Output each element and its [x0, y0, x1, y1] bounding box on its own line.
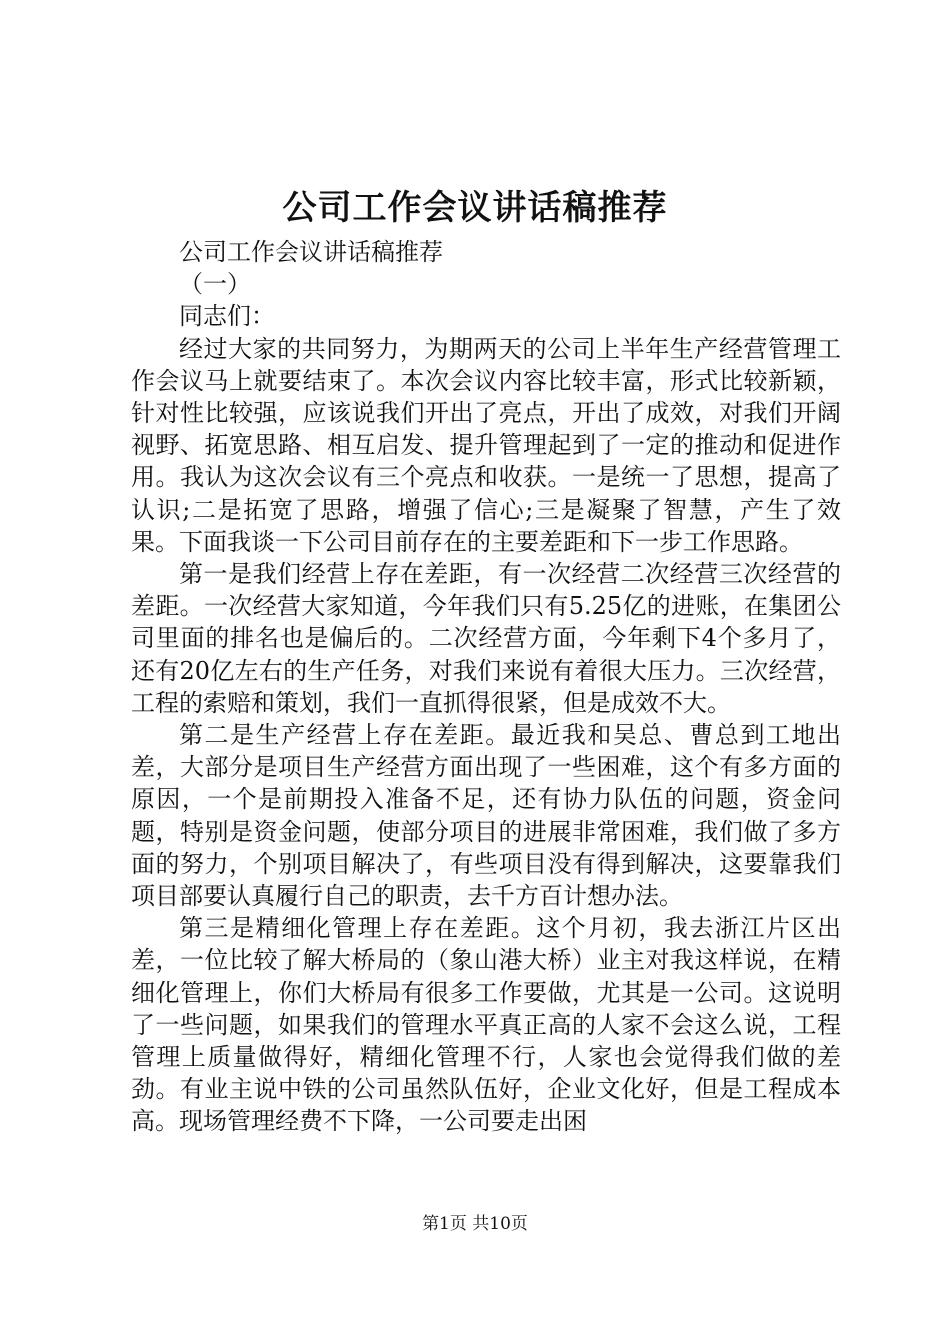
salutation: 同志们：: [179, 302, 275, 331]
page-footer: 第1页 共10页: [422, 1214, 528, 1234]
body-paragraph: 第三是精细化管理上存在差距。这个月初，我去浙江片区出差，一位比较了解大桥局的（象山港大桥）业主对我这样说，在精细化管理上，你们大桥局有很多工作要做，尤其是一公司。这说明了一些问题，如果我们的管理水平真正高的人家不会这么说，工程管理上质量做得好，精细化管理不行，人家也会觉得我们做的差劲。有业主说中铁的公司虽然队伍好，企业文化好，但是工程成本高。现场管理经费不下降，一公司要走出困: [131, 914, 841, 1136]
body-paragraph: 第一是我们经营上存在差距，有一次经营二次经营三次经营的差距。一次经营大家知道，今年我们只有5.25亿的进账，在集团公司里面的排名也是偏后的。二次经营方面，今年剩下4个多月了，还有20亿左右的生产任务，对我们来说有着很大压力。三次经营，工程的索赔和策划，我们一直抓得很紧，但是成效不大。: [131, 560, 841, 717]
section-marker: （一）: [179, 270, 251, 299]
document-subtitle: 公司工作会议讲话稿推荐: [179, 238, 443, 266]
document-title: 公司工作会议讲话稿推荐: [282, 188, 668, 228]
body-paragraph: 第二是生产经营上存在差距。最近我和吴总、曹总到工地出差，大部分是项目生产经营方面出现了一些困难，这个有多方面的原因，一个是前期投入准备不足，还有协力队伍的问题，资金问题，特别是资金问题，使部分项目的进展非常困难，我们做了多方面的努力，个别项目解决了，有些项目没有得到解决，这要靠我们项目部要认真履行自己的职责，去千方百计想办法。: [131, 721, 841, 911]
document-body: [131, 236, 841, 1138]
body-paragraph: 经过大家的共同努力，为期两天的公司上半年生产经营管理工作会议马上就要结束了。本次会议内容比较丰富，形式比较新颖，针对性比较强，应该说我们开出了亮点，开出了成效，对我们开阔视野、拓宽思路、相互启发、提升管理起到了一定的推动和促进作用。我认为这次会议有三个亮点和收获。一是统一了思想，提高了认识;二是拓宽了思路，增强了信心;三是凝聚了智慧，产生了效果。下面我谈一下公司目前存在的主要差距和下一步工作思路。: [131, 334, 841, 556]
